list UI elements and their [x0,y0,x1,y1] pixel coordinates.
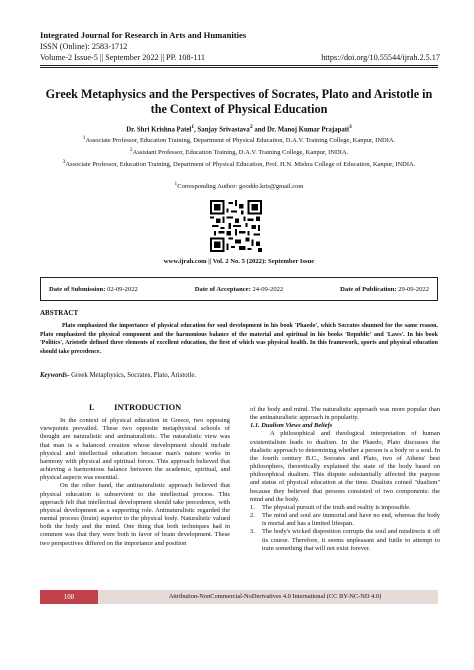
intro-paragraph-1: In the context of physical education in Greece, two opposing viewpoints prevailed. These two opposite metaphysical schools of thought are naturalistic and antinaturalistic. The naturalistic view was that man is a balanced creation whose development should include physical and intellectual education because man's nature works in harmony with physical and spiritual forces. This approach believed that achieving a harmonious balance between the academic, spiritual, and physical aspects was essential. [40,417,230,482]
right-continuation: of the body and mind. The naturalistic approach was more popular than the antinaturalistic approach in popularity. [250,406,440,422]
abstract-body: Plato emphasized the importance of physical education for soul development in his book 'Phaedo', which Socrates shunned for the same reason. Plato emphasized the physical component and the harmonious balance of the material and spiritual in his books 'Republic' and 'Laws'. In his book 'Politics', Aristotle defined three elements of excellent education, the first of which was physical health. In this framework, sports and physical education should take precedence. [40,323,438,355]
keywords-text: Greek Metaphysics, Socrates, Plato, Aristotle. [69,372,197,379]
date-submission [49,286,138,293]
date-acceptance-value: 24-09-2022 [252,285,284,293]
author-3: Dr. Manoj Kumar Prajapati [267,126,349,134]
list-item-text: The mind and soul are immortal and have no end, whereas the body is mortal and has a limited lifespan. [262,512,440,528]
author-sep: , [194,126,198,134]
volume-row [40,52,440,63]
list-item-text: The body's wicked disposition corrupts the soul and misdirects it off its course. Therefore, it seems unpleasant and futile to attempt to train something that will not exist forever. [262,528,440,552]
dualism-paragraph: A philosophical and theological interpretation of human existentialism leads to dualism. In the Phaedo, Plato discusses the dualistic approach to determining whether a person is a body or a soul. In the fourth century B.C., Socrates and Plato, two of Athens' best philosophers, theoretically explained the state of the body based on philosophical dualism. This dispute substantially affected the purpose and status of physical education at the time. Dualists coined "dualism" because they believed that persons consisted of two components: the mind and the body. [250,430,440,503]
license-text[interactable]: Attribution-NonCommercial-NoDerivatives 4.0 International (CC BY-NC-ND 4.0) [168,593,382,600]
abstract-heading: ABSTRACT [40,309,79,317]
keywords-label: Keywords- [40,372,70,379]
affiliation-1-text: Associate Professor, Education Training, Department of Physical Education, D.A.V. Training College, Kanpur, INDIA. [85,137,396,145]
affiliation-3 [40,158,438,170]
date-acceptance-label: Date of Acceptance: [194,285,251,293]
author-1: Dr. Shri Krishna Patel [126,126,192,134]
left-column [40,404,230,548]
list-item-number: 3. [250,528,255,536]
page-number: 108 [40,590,98,604]
corresponding-author [40,180,438,191]
journal-header [40,30,440,63]
affiliation-1-sup: 1 [82,135,86,141]
right-column [250,406,440,553]
subsection-heading: 1.1. Dualism Views and Beliefs [250,422,333,430]
site-issue-line[interactable]: www.ijrah.com || Vol. 2 No. 5 (2022): September Issue [163,258,315,265]
list-item-number: 1. [250,503,255,511]
affiliations [40,134,438,170]
date-publication-value: 29-09-2022 [398,285,429,293]
date-acceptance [195,286,283,293]
issn: ISSN (Online): 2583-1712 [40,42,128,51]
date-publication-label: Date of Publication: [340,285,397,293]
date-submission-value: 02-09-2022 [107,285,138,293]
author-3-sup: 3 [348,124,352,130]
author-1-sup: 1 [191,124,195,130]
affiliation-3-sup: 3 [62,158,66,165]
qr-code-icon[interactable] [210,200,262,252]
volume-line: Volume-2 Issue-5 || September 2022 || PP. 108-111 [40,53,205,62]
author-2-sup: 2 [249,124,253,130]
corresponding-sup: 1 [174,181,178,187]
keywords [40,372,438,379]
list-item-text: The physical pursuit of the truth and reality is impossible. [262,503,411,511]
doi-link[interactable]: https://doi.org/10.55544/ijrah.2.5.17 [321,53,440,62]
list-item [250,512,440,528]
author-list [40,123,438,134]
affiliation-2 [40,146,438,158]
section-number: I. [88,403,95,412]
header-rule [40,65,438,66]
date-publication [340,286,429,293]
journal-name: Integrated Journal for Research in Arts and Humanities [40,30,247,40]
affiliation-3-text: Associate Professor, Education Training, Department of Physical Education, Prof. H.N. Mishra College of Education, Kanpur, INDIA. [65,161,416,169]
header-rule-double [40,67,438,68]
intro-paragraph-2: On the other hand, the antinaturalistic approach believed that physical education is subservient to the intellectual process. This approach felt that intellectual development should take precedence, with physical development as a supporting role. Antinaturalistic regarded the mental process (brain) superior to the physical body. Naturalistic valued both the body and the mind. One thing that both techniques had in common was that they were both in favor of brain development. These two perspectives differed on the importance and position [40,482,230,547]
list-item [250,504,440,512]
section-heading-introduction [40,404,230,412]
dates-box [40,277,438,301]
paper-title: Greek Metaphysics and the Perspectives of Socrates, Plato and Aristotle in the Context of Physical Education [45,87,433,116]
affiliation-2-text: Assistant Professor, Education Training, D.A.V. Training College, Kanpur, INDIA. [132,149,349,157]
author-and: and [252,126,268,134]
list-item [250,528,440,552]
corresponding-text[interactable]: Corresponding Author: gooddo.kris@gmail.com [177,183,304,191]
list-item-number: 2. [250,512,255,520]
date-submission-label: Date of Submission: [49,285,106,293]
affiliation-1 [40,134,438,146]
author-2: Sanjay Srivastava [197,126,250,134]
affiliation-2-sup: 2 [129,146,133,153]
section-title: INTRODUCTION [114,403,182,412]
